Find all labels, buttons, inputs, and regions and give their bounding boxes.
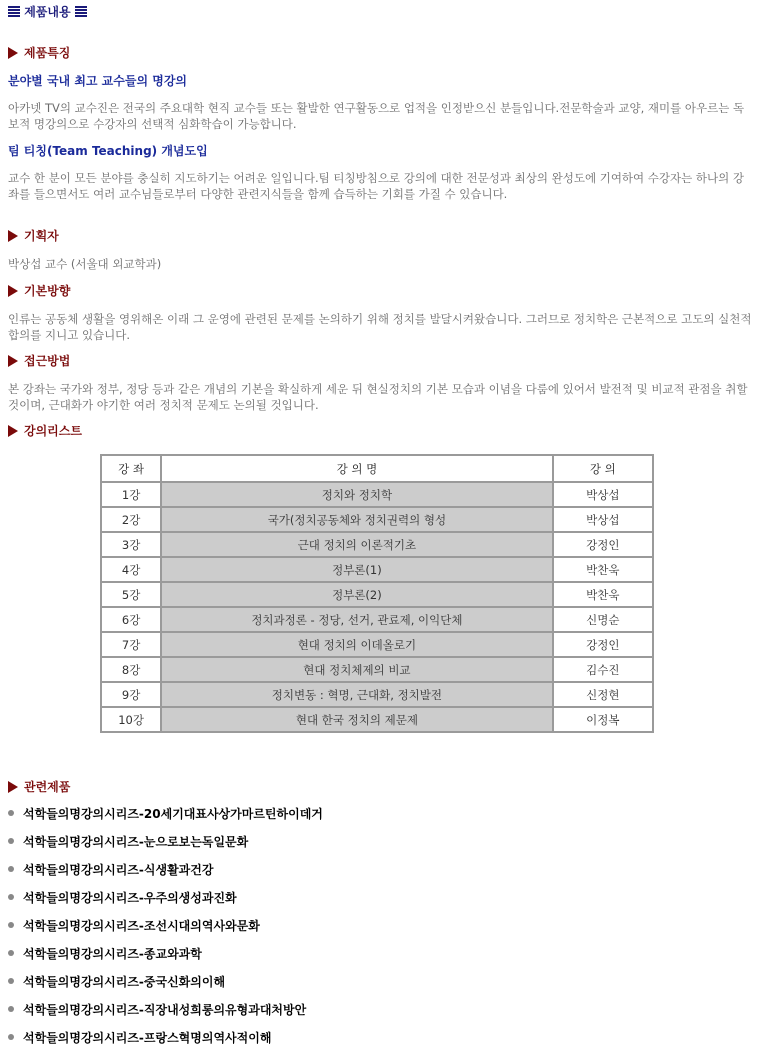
header-square-icon — [75, 6, 87, 17]
triangle-bullet-icon — [8, 230, 18, 242]
lecture-title-cell: 정치변동 : 혁명, 근대화, 정치발전 — [161, 682, 552, 707]
table-row — [101, 532, 653, 557]
bullet-dot-icon — [8, 894, 14, 900]
related-product-link[interactable]: 석학들의명강의시리즈-중국신화의이해 — [8, 968, 323, 996]
lecture-title-cell: 국가(정치공동체와 정치권력의 형성 — [161, 507, 552, 532]
bullet-dot-icon — [8, 810, 14, 816]
table-row — [101, 582, 653, 607]
lecture-title-cell: 현대 정치의 이데올로기 — [161, 632, 552, 657]
planner-heading: 기획자 — [8, 228, 59, 244]
features-heading: 제품특징 — [8, 45, 70, 61]
lecture-title-cell: 정치와 정치학 — [161, 482, 552, 507]
table-row — [101, 482, 653, 507]
direction-text: 인류는 공동체 생활을 영위해온 이래 그 운영에 관련된 문제를 논의하기 위해 정치를 발달시켜왔습니다. 그러므로 정치학은 근본적으로 고도의 실천적 합의를 지니고 있습니다. — [8, 312, 752, 342]
feature-body-2: 교수 한 분이 모든 분야를 충실히 지도하기는 어려운 일입니다.팀 티칭방침으로 강의에 대한 전문성과 최상의 완성도에 기여하여 수강자는 하나의 강좌를 들으면서도 여러 교수님들로부터 다양한 관련지식들을 함께 습득하는 기회를 가질 수 있습니다. — [8, 171, 744, 201]
column-header-lecturer: 강 의 — [553, 455, 653, 482]
column-header-session: 강 좌 — [101, 455, 161, 482]
triangle-bullet-icon — [8, 47, 18, 59]
related-product-link[interactable]: 석학들의명강의시리즈-프랑스혁명의역사적이해 — [8, 1024, 323, 1052]
session-cell: 9강 — [101, 682, 161, 707]
session-cell: 5강 — [101, 582, 161, 607]
bullet-dot-icon — [8, 978, 14, 984]
lecture-title-cell: 정부론(2) — [161, 582, 552, 607]
bullet-dot-icon — [8, 922, 14, 928]
lecturer-cell: 박상섭 — [553, 507, 653, 532]
table-row — [101, 607, 653, 632]
lecturer-cell: 박상섭 — [553, 482, 653, 507]
related-product-link[interactable]: 석학들의명강의시리즈-조선시대의역사와문화 — [8, 912, 323, 940]
direction-heading: 기본방향 — [8, 283, 70, 299]
related-product-link[interactable]: 석학들의명강의시리즈-식생활과건강 — [8, 856, 323, 884]
related-product-link[interactable]: 석학들의명강의시리즈-우주의생성과진화 — [8, 884, 323, 912]
lecture-title-cell: 정부론(1) — [161, 557, 552, 582]
lecturer-cell: 박찬욱 — [553, 582, 653, 607]
triangle-bullet-icon — [8, 425, 18, 437]
lecture-title-cell: 정치과정론 - 정당, 선거, 관료제, 이익단체 — [161, 607, 552, 632]
page-header — [8, 4, 87, 20]
session-cell: 3강 — [101, 532, 161, 557]
session-cell: 7강 — [101, 632, 161, 657]
lecture-list-heading: 강의리스트 — [8, 423, 82, 439]
table-row — [101, 507, 653, 532]
lecturer-cell: 신명순 — [553, 607, 653, 632]
lecture-title-cell: 근대 정치의 이론적기초 — [161, 532, 552, 557]
related-heading: 관련제품 — [8, 779, 70, 795]
bullet-dot-icon — [8, 950, 14, 956]
lecture-title-cell: 현대 한국 정치의 제문제 — [161, 707, 552, 732]
bullet-dot-icon — [8, 866, 14, 872]
related-product-link[interactable]: 석학들의명강의시리즈-눈으로보는독일문화 — [8, 828, 323, 856]
triangle-bullet-icon — [8, 285, 18, 297]
session-cell: 1강 — [101, 482, 161, 507]
feature-body-1: 아카넷 TV의 교수진은 전국의 주요대학 현직 교수들 또는 활발한 연구활동으로 업적을 인정받으신 분들입니다.전문학술과 교양, 재미를 아우르는 독보적 명강의으로 수강자의 선택적 심화학습이 가능합니다. — [8, 101, 745, 131]
page-title: 제품내용 — [24, 5, 71, 19]
lecture-title-cell: 현대 정치체제의 비교 — [161, 657, 552, 682]
feature-title-2: 팀 티칭(Team Teaching) 개념도입 — [8, 144, 208, 158]
table-row — [101, 557, 653, 582]
related-product-link[interactable]: 석학들의명강의시리즈-직장내성희롱의유형과대처방안 — [8, 996, 323, 1024]
approach-text: 본 강좌는 국가와 정부, 정당 등과 같은 개념의 기본을 확실하게 세운 뒤 현실정치의 기본 모습과 이념을 다룸에 있어서 발전적 및 비교적 관점을 취할 것이며, 근대화가 야기한 여러 정치적 문제도 논의될 것입니다. — [8, 382, 748, 412]
session-cell: 10강 — [101, 707, 161, 732]
session-cell: 6강 — [101, 607, 161, 632]
table-row — [101, 632, 653, 657]
lecturer-cell: 강정인 — [553, 632, 653, 657]
table-row — [101, 657, 653, 682]
approach-heading: 접근방법 — [8, 353, 70, 369]
session-cell: 2강 — [101, 507, 161, 532]
table-row — [101, 682, 653, 707]
session-cell: 4강 — [101, 557, 161, 582]
feature-title-1: 분야별 국내 최고 교수들의 명강의 — [8, 74, 188, 88]
bullet-dot-icon — [8, 1006, 14, 1012]
bullet-dot-icon — [8, 1034, 14, 1040]
lecturer-cell: 김수진 — [553, 657, 653, 682]
lecturer-cell: 신정현 — [553, 682, 653, 707]
column-header-title: 강 의 명 — [161, 455, 552, 482]
related-product-link[interactable]: 석학들의명강의시리즈-종교와과학 — [8, 940, 323, 968]
lecture-table — [100, 454, 654, 733]
table-row — [101, 707, 653, 732]
lecturer-cell: 박찬욱 — [553, 557, 653, 582]
session-cell: 8강 — [101, 657, 161, 682]
triangle-bullet-icon — [8, 781, 18, 793]
planner-text: 박상섭 교수 (서울대 외교학과) — [8, 257, 162, 271]
related-product-link[interactable]: 석학들의명강의시리즈-20세기대표사상가마르틴하이데거 — [8, 800, 323, 828]
header-square-icon — [8, 6, 20, 17]
related-products-list — [8, 800, 323, 1052]
triangle-bullet-icon — [8, 355, 18, 367]
bullet-dot-icon — [8, 838, 14, 844]
table-header-row — [101, 455, 653, 482]
lecturer-cell: 강정인 — [553, 532, 653, 557]
lecturer-cell: 이정복 — [553, 707, 653, 732]
